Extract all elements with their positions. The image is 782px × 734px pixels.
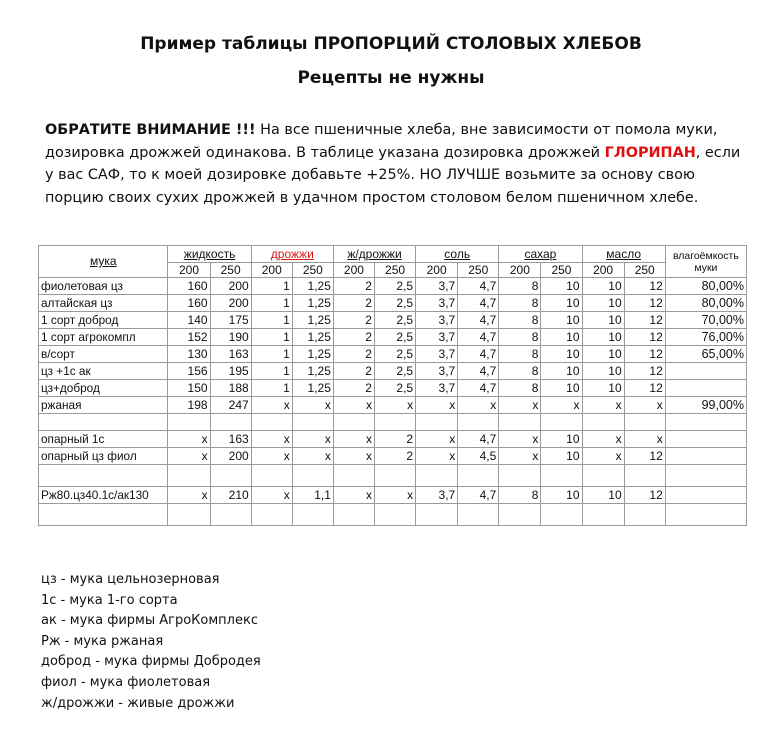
value-cell: 3,7 bbox=[416, 487, 458, 504]
value-cell: 150 bbox=[168, 380, 210, 397]
table-body bbox=[39, 278, 747, 526]
moisture-cell: 70,00% bbox=[665, 312, 746, 329]
value-cell: 2,5 bbox=[374, 346, 415, 363]
value-cell: 190 bbox=[210, 329, 251, 346]
value-cell: x bbox=[333, 431, 374, 448]
value-cell: x bbox=[333, 487, 374, 504]
value-cell: x bbox=[374, 397, 415, 414]
value-cell: 2 bbox=[374, 431, 415, 448]
proportions-table bbox=[38, 245, 747, 526]
value-cell: 200 bbox=[210, 448, 251, 465]
value-cell: 4,5 bbox=[458, 448, 499, 465]
moisture-cell bbox=[665, 465, 746, 487]
flour-header: мука bbox=[39, 246, 168, 278]
value-cell: 12 bbox=[624, 329, 665, 346]
subheader-cell: 250 bbox=[292, 263, 333, 278]
value-cell: x bbox=[624, 431, 665, 448]
value-cell: 12 bbox=[624, 278, 665, 295]
value-cell: 210 bbox=[210, 487, 251, 504]
legend-item: фиол - мука фиолетовая bbox=[41, 674, 211, 690]
value-cell: 140 bbox=[168, 312, 210, 329]
row-name-cell: ржаная bbox=[39, 397, 168, 414]
row-name-cell: 1 сорт агрокомпл bbox=[39, 329, 168, 346]
value-cell: 1,25 bbox=[292, 329, 333, 346]
table-row bbox=[39, 487, 747, 504]
value-cell: 2 bbox=[333, 278, 374, 295]
value-cell bbox=[624, 504, 665, 526]
subheader-cell: 250 bbox=[374, 263, 415, 278]
legend-item: доброд - мука фирмы Добродея bbox=[41, 654, 261, 670]
value-cell bbox=[333, 504, 374, 526]
value-cell: x bbox=[416, 448, 458, 465]
value-cell: 3,7 bbox=[416, 329, 458, 346]
value-cell: 1,25 bbox=[292, 295, 333, 312]
value-cell: x bbox=[582, 431, 624, 448]
subheader-cell: 250 bbox=[541, 263, 582, 278]
value-cell bbox=[541, 414, 582, 431]
value-cell: 4,7 bbox=[458, 380, 499, 397]
value-cell: 10 bbox=[582, 380, 624, 397]
value-cell: x bbox=[292, 397, 333, 414]
moisture-header: влагоёмкость муки bbox=[665, 246, 746, 278]
value-cell: x bbox=[251, 397, 292, 414]
value-cell: 1 bbox=[251, 329, 292, 346]
value-cell bbox=[541, 465, 582, 487]
table-row bbox=[39, 380, 747, 397]
value-cell: 160 bbox=[168, 295, 210, 312]
value-cell bbox=[624, 465, 665, 487]
notice-text-1: На все пшеничные хлеба, вне зависимости от помола муки, дозировка дрожжей одинакова. В таблице указана дозировка дрожжей bbox=[45, 122, 718, 161]
group-header-sugar: сахар bbox=[499, 246, 582, 263]
row-name-cell bbox=[39, 465, 168, 487]
value-cell: 10 bbox=[582, 329, 624, 346]
value-cell: 200 bbox=[210, 278, 251, 295]
table-row bbox=[39, 312, 747, 329]
value-cell bbox=[333, 414, 374, 431]
table-row bbox=[39, 295, 747, 312]
value-cell: 195 bbox=[210, 363, 251, 380]
value-cell: x bbox=[333, 397, 374, 414]
value-cell: 3,7 bbox=[416, 346, 458, 363]
value-cell bbox=[582, 465, 624, 487]
moisture-cell bbox=[665, 414, 746, 431]
value-cell: x bbox=[251, 448, 292, 465]
value-cell bbox=[292, 414, 333, 431]
notice-text-2: , если у вас САФ, то к моей дозировке добавьте +25%. НО ЛУЧШЕ возьмите за основу свою порцию своих сухих дрожжей в удачном простом столовом белом пшеничном хлебе. bbox=[45, 144, 741, 206]
group-header-salt: соль bbox=[416, 246, 499, 263]
row-name-cell: в/сорт bbox=[39, 346, 168, 363]
value-cell: 2 bbox=[333, 295, 374, 312]
value-cell: 2,5 bbox=[374, 295, 415, 312]
row-name-cell: цз+доброд bbox=[39, 380, 168, 397]
value-cell: 1 bbox=[251, 380, 292, 397]
group-header-live-yeast: ж/дрожжи bbox=[333, 246, 415, 263]
moisture-cell bbox=[665, 448, 746, 465]
row-name-cell: 1 сорт доброд bbox=[39, 312, 168, 329]
group-header-oil: масло bbox=[582, 246, 665, 263]
value-cell: 2,5 bbox=[374, 312, 415, 329]
value-cell: 2 bbox=[333, 363, 374, 380]
value-cell: 188 bbox=[210, 380, 251, 397]
value-cell: x bbox=[624, 397, 665, 414]
value-cell: 4,7 bbox=[458, 346, 499, 363]
value-cell bbox=[499, 414, 541, 431]
value-cell: 156 bbox=[168, 363, 210, 380]
page-title: Пример таблицы ПРОПОРЦИЙ СТОЛОВЫХ ХЛЕБОВ bbox=[140, 34, 642, 54]
value-cell: 12 bbox=[624, 346, 665, 363]
moisture-cell bbox=[665, 431, 746, 448]
value-cell: x bbox=[333, 448, 374, 465]
moisture-cell: 99,00% bbox=[665, 397, 746, 414]
value-cell: 4,7 bbox=[458, 363, 499, 380]
value-cell bbox=[210, 414, 251, 431]
value-cell: 3,7 bbox=[416, 312, 458, 329]
value-cell: 10 bbox=[541, 329, 582, 346]
row-name-cell: цз +1с ак bbox=[39, 363, 168, 380]
value-cell: 2,5 bbox=[374, 329, 415, 346]
subheader-cell: 200 bbox=[582, 263, 624, 278]
value-cell: x bbox=[416, 397, 458, 414]
table-row bbox=[39, 448, 747, 465]
value-cell: x bbox=[168, 487, 210, 504]
value-cell: 4,7 bbox=[458, 431, 499, 448]
row-name-cell bbox=[39, 504, 168, 526]
value-cell: 10 bbox=[541, 448, 582, 465]
value-cell: 12 bbox=[624, 295, 665, 312]
value-cell bbox=[210, 504, 251, 526]
value-cell: 2 bbox=[333, 312, 374, 329]
value-cell: 1,25 bbox=[292, 312, 333, 329]
value-cell: x bbox=[541, 397, 582, 414]
value-cell: x bbox=[582, 397, 624, 414]
value-cell: 10 bbox=[541, 487, 582, 504]
table-row bbox=[39, 346, 747, 363]
value-cell: 1 bbox=[251, 346, 292, 363]
value-cell: 4,7 bbox=[458, 312, 499, 329]
value-cell: 10 bbox=[541, 312, 582, 329]
moisture-cell: 80,00% bbox=[665, 295, 746, 312]
value-cell: x bbox=[374, 487, 415, 504]
value-cell: 1,25 bbox=[292, 278, 333, 295]
table-row bbox=[39, 414, 747, 431]
value-cell: 4,7 bbox=[458, 278, 499, 295]
value-cell: 8 bbox=[499, 346, 541, 363]
row-name-cell: опарный 1с bbox=[39, 431, 168, 448]
value-cell: 8 bbox=[499, 278, 541, 295]
subheader-cell: 200 bbox=[416, 263, 458, 278]
value-cell: 2 bbox=[333, 346, 374, 363]
legend bbox=[41, 570, 261, 714]
value-cell: 8 bbox=[499, 363, 541, 380]
value-cell: 1 bbox=[251, 295, 292, 312]
value-cell: 2 bbox=[333, 380, 374, 397]
subheader-cell: 250 bbox=[458, 263, 499, 278]
value-cell bbox=[499, 465, 541, 487]
value-cell bbox=[251, 504, 292, 526]
value-cell: 8 bbox=[499, 312, 541, 329]
value-cell: 2 bbox=[333, 329, 374, 346]
value-cell: 4,7 bbox=[458, 295, 499, 312]
value-cell: x bbox=[499, 431, 541, 448]
value-cell: 8 bbox=[499, 329, 541, 346]
value-cell: 10 bbox=[582, 278, 624, 295]
notice-brand: ГЛОРИПАН bbox=[604, 144, 696, 161]
value-cell: 10 bbox=[541, 380, 582, 397]
value-cell: 163 bbox=[210, 431, 251, 448]
value-cell: 3,7 bbox=[416, 278, 458, 295]
row-name-cell bbox=[39, 414, 168, 431]
value-cell bbox=[168, 504, 210, 526]
value-cell: x bbox=[458, 397, 499, 414]
row-name-cell: фиолетовая цз bbox=[39, 278, 168, 295]
table-row bbox=[39, 278, 747, 295]
value-cell: 3,7 bbox=[416, 363, 458, 380]
value-cell: 3,7 bbox=[416, 295, 458, 312]
row-name-cell: алтайская цз bbox=[39, 295, 168, 312]
value-cell: x bbox=[499, 397, 541, 414]
moisture-cell bbox=[665, 504, 746, 526]
legend-item: ак - мука фирмы АгроКомплекс bbox=[41, 613, 258, 629]
row-name-cell: Рж80.цз40.1с/ак130 bbox=[39, 487, 168, 504]
subheader-cell: 200 bbox=[499, 263, 541, 278]
value-cell: 247 bbox=[210, 397, 251, 414]
value-cell: 2,5 bbox=[374, 278, 415, 295]
value-cell bbox=[251, 465, 292, 487]
value-cell bbox=[251, 414, 292, 431]
notice-paragraph bbox=[45, 119, 745, 209]
legend-item: 1с - мука 1-го сорта bbox=[41, 592, 178, 608]
value-cell: 12 bbox=[624, 448, 665, 465]
value-cell: 10 bbox=[541, 278, 582, 295]
value-cell bbox=[374, 414, 415, 431]
value-cell bbox=[458, 504, 499, 526]
value-cell bbox=[292, 504, 333, 526]
value-cell: 130 bbox=[168, 346, 210, 363]
value-cell: 1,25 bbox=[292, 346, 333, 363]
value-cell bbox=[416, 414, 458, 431]
subheader-cell: 250 bbox=[210, 263, 251, 278]
value-cell: 10 bbox=[541, 363, 582, 380]
value-cell: x bbox=[251, 431, 292, 448]
group-header-yeast: дрожжи bbox=[251, 246, 333, 263]
legend-item: ж/дрожжи - живые дрожжи bbox=[41, 695, 235, 711]
value-cell: 10 bbox=[541, 346, 582, 363]
value-cell bbox=[458, 414, 499, 431]
value-cell: 1 bbox=[251, 278, 292, 295]
value-cell: 152 bbox=[168, 329, 210, 346]
subheader-cell: 200 bbox=[333, 263, 374, 278]
table-row bbox=[39, 363, 747, 380]
value-cell: 8 bbox=[499, 295, 541, 312]
value-cell: 10 bbox=[582, 487, 624, 504]
value-cell: 10 bbox=[582, 312, 624, 329]
moisture-cell bbox=[665, 380, 746, 397]
legend-item: Рж - мука ржаная bbox=[41, 633, 164, 649]
value-cell: 2,5 bbox=[374, 380, 415, 397]
value-cell: x bbox=[292, 448, 333, 465]
notice-label: ОБРАТИТЕ ВНИМАНИЕ !!! bbox=[45, 122, 256, 138]
value-cell: 12 bbox=[624, 487, 665, 504]
value-cell bbox=[168, 414, 210, 431]
value-cell: 4,7 bbox=[458, 487, 499, 504]
value-cell: 12 bbox=[624, 312, 665, 329]
value-cell: 10 bbox=[541, 431, 582, 448]
value-cell: 198 bbox=[168, 397, 210, 414]
value-cell bbox=[333, 465, 374, 487]
moisture-cell: 76,00% bbox=[665, 329, 746, 346]
value-cell: 1,25 bbox=[292, 380, 333, 397]
legend-item: цз - мука цельнозерновая bbox=[41, 572, 220, 587]
value-cell bbox=[582, 504, 624, 526]
value-cell: 10 bbox=[582, 363, 624, 380]
value-cell: x bbox=[168, 448, 210, 465]
value-cell: 10 bbox=[582, 346, 624, 363]
moisture-cell bbox=[665, 487, 746, 504]
table-row bbox=[39, 431, 747, 448]
table-row bbox=[39, 329, 747, 346]
table-row bbox=[39, 465, 747, 487]
value-cell: 1 bbox=[251, 363, 292, 380]
value-cell: 8 bbox=[499, 380, 541, 397]
value-cell bbox=[416, 504, 458, 526]
value-cell: 10 bbox=[541, 295, 582, 312]
value-cell: 3,7 bbox=[416, 380, 458, 397]
value-cell: 1,25 bbox=[292, 363, 333, 380]
value-cell: 1 bbox=[251, 312, 292, 329]
value-cell: 12 bbox=[624, 380, 665, 397]
value-cell: 163 bbox=[210, 346, 251, 363]
value-cell: 200 bbox=[210, 295, 251, 312]
value-cell: 8 bbox=[499, 487, 541, 504]
value-cell bbox=[624, 414, 665, 431]
subheader-cell: 200 bbox=[251, 263, 292, 278]
value-cell: 175 bbox=[210, 312, 251, 329]
value-cell bbox=[582, 414, 624, 431]
value-cell: x bbox=[416, 431, 458, 448]
group-header-liquid: жидкость bbox=[168, 246, 251, 263]
value-cell: 2,5 bbox=[374, 363, 415, 380]
moisture-cell: 65,00% bbox=[665, 346, 746, 363]
value-cell: 10 bbox=[582, 295, 624, 312]
value-cell: 4,7 bbox=[458, 329, 499, 346]
value-cell bbox=[210, 465, 251, 487]
subheader-cell: 250 bbox=[624, 263, 665, 278]
value-cell bbox=[168, 465, 210, 487]
value-cell: x bbox=[582, 448, 624, 465]
moisture-cell: 80,00% bbox=[665, 278, 746, 295]
value-cell bbox=[374, 504, 415, 526]
value-cell: 1,1 bbox=[292, 487, 333, 504]
moisture-cell bbox=[665, 363, 746, 380]
value-cell bbox=[458, 465, 499, 487]
value-cell bbox=[541, 504, 582, 526]
table-row bbox=[39, 504, 747, 526]
subheader-cell: 200 bbox=[168, 263, 210, 278]
value-cell: 12 bbox=[624, 363, 665, 380]
value-cell bbox=[374, 465, 415, 487]
value-cell: x bbox=[251, 487, 292, 504]
value-cell: 2 bbox=[374, 448, 415, 465]
value-cell: x bbox=[499, 448, 541, 465]
value-cell bbox=[416, 465, 458, 487]
value-cell: x bbox=[168, 431, 210, 448]
row-name-cell: опарный цз фиол bbox=[39, 448, 168, 465]
value-cell bbox=[292, 465, 333, 487]
value-cell bbox=[499, 504, 541, 526]
value-cell: x bbox=[292, 431, 333, 448]
value-cell: 160 bbox=[168, 278, 210, 295]
page-subtitle: Рецепты не нужны bbox=[297, 68, 485, 88]
table-row bbox=[39, 397, 747, 414]
